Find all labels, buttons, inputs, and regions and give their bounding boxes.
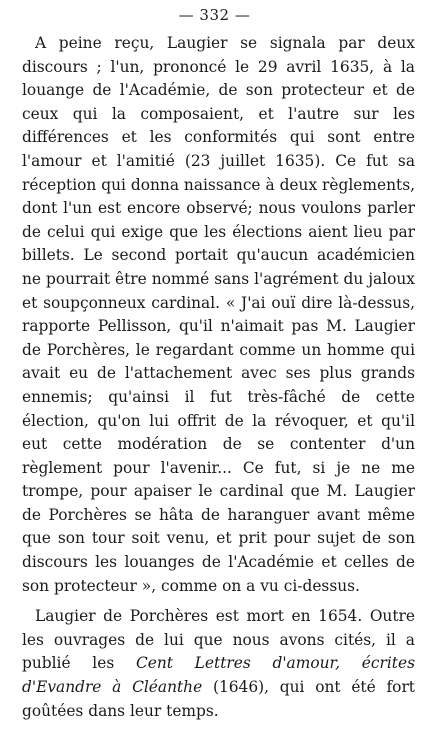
body-text xyxy=(22,32,415,723)
page-number: — 332 — xyxy=(178,6,251,24)
paragraph-1: A peine reçu, Laugier se signala par deux discours ; l'un, prononcé le 29 avril 1635, à la louange de l'Académie, de son protecteur et de ceux qui la composaient, et l'autre sur les différences et les conformités qui sont entre l'amour et l'amitié (23 juillet 1635). Ce fut sa réception qui donna naissance à deux règlements, dont l'un est encore observé; nous voulons parler de celui qui exige que les élections aient lieu par billets. Le second portait qu'aucun académicien ne pourrait être nommé sans l'agrément du jaloux et soupçonneux cardinal. « J'ai ouï dire là-dessus, rapporte Pellisson, qu'il n'aimait pas M. Laugier de Porchères, le regardant comme un homme qui avait eu de l'attachement avec ses plus grands ennemis; qu'ainsi il fut très-fâché de cette élection, qu'on lui offrit de la révoquer, et qu'il eut cette modération de se contenter d'un règlement pour l'avenir... Ce fut, si je ne me trompe, pour apaiser le cardinal que M. Laugier de Porchères se hâta de haranguer avant même que son tour soit venu, et prit pour sujet de son discours les louanges de l'Académie et celles de son protecteur », comme on a vu ci-dessus. xyxy=(22,34,415,595)
book-title-italic: Cent Lettres d'amour, écrites d'Evandre à Cléanthe xyxy=(22,654,415,697)
paragraph-2-text-after: (1646), qui ont été fort goûtées dans leur temps. xyxy=(22,678,415,720)
paragraph-2-text-before: Laugier de Porchères est mort en 1654. Outre les ouvrages de lui que nous avons cités, il a publié les xyxy=(22,607,415,673)
paragraph-2 xyxy=(22,605,415,723)
